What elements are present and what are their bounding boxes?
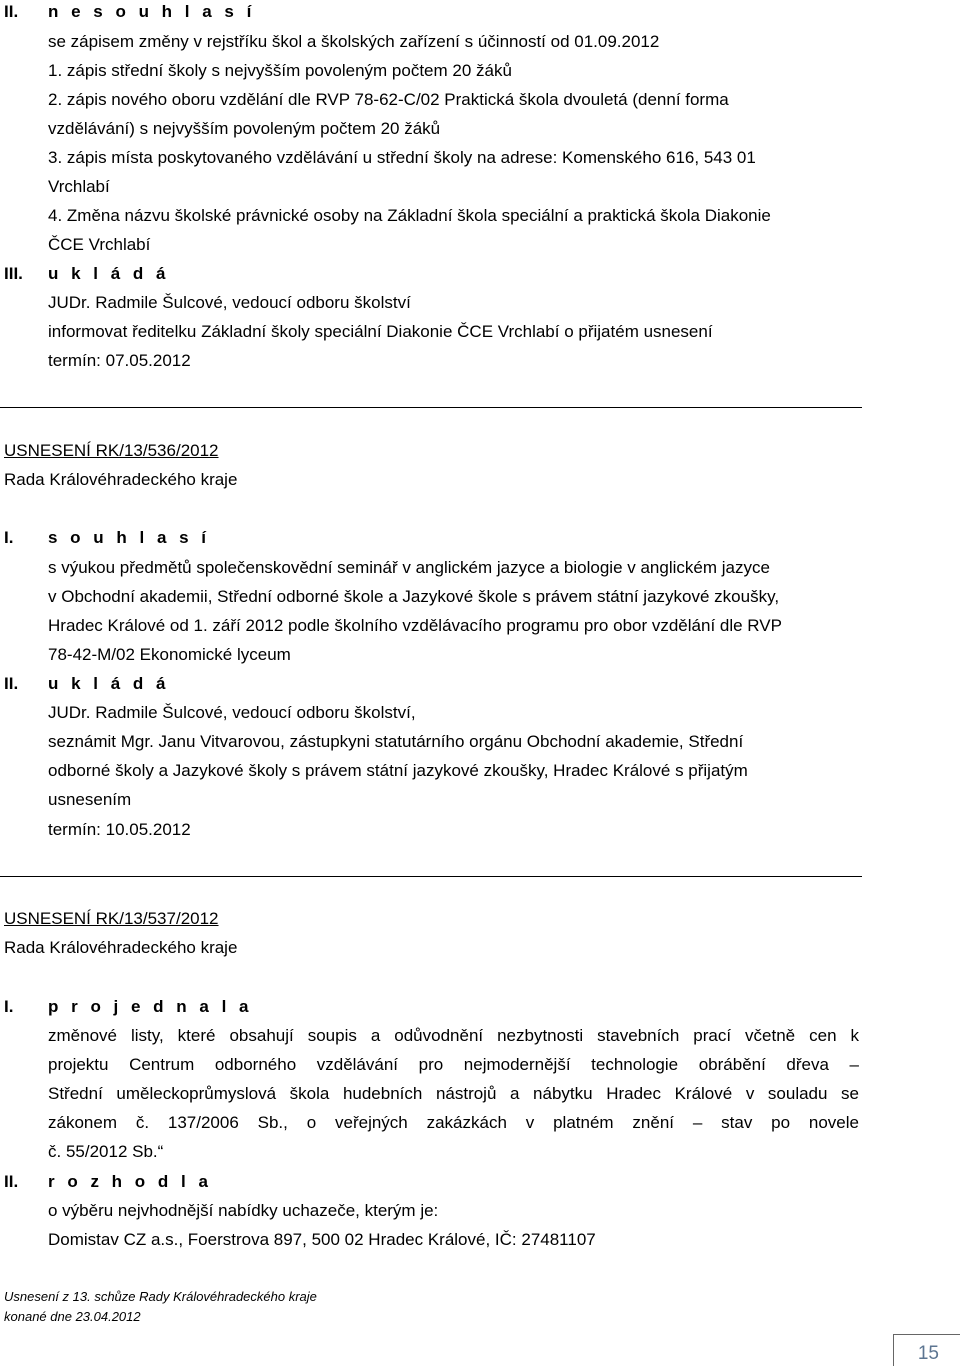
text-line: 3. zápis místa poskytovaného vzdělávání u střední školy na adrese: Komenského 616, 543 01 <box>48 148 756 167</box>
text-line: č. 55/2012 Sb.“ <box>48 1142 164 1161</box>
text-line: seznámit Mgr. Janu Vitvarovou, zástupkyni statutárního orgánu Obchodní akademie, Střední <box>48 732 744 751</box>
resolution-verb: p r o j e d n a l a <box>48 997 253 1016</box>
roman-numeral: III. <box>4 264 23 283</box>
resolution-verb: s o u h l a s í <box>48 528 211 547</box>
section-divider <box>0 876 862 877</box>
roman-numeral: I. <box>4 528 14 547</box>
page-number: 15 <box>917 1343 939 1364</box>
resolution-verb: r o z h o d l a <box>48 1172 212 1191</box>
text-line: se zápisem změny v rejstříku škol a školských zařízení s účinností od 01.09.2012 <box>48 32 660 51</box>
text-line: v Obchodní akademii, Střední odborné škole a Jazykové škole s právem státní jazykové zkoušky, <box>48 587 780 606</box>
text-line: Hradec Králové od 1. září 2012 podle školního vzdělávacího programu pro obor vzdělání dle RVP <box>48 616 782 635</box>
resolution-body: Rada Královéhradeckého kraje <box>4 938 238 957</box>
text-line: změnové listy, které obsahují soupis a odůvodnění nezbytnosti stavebních prací včetně cen k <box>48 1026 859 1045</box>
text-line: zákonem č. 137/2006 Sb., o veřejných zakázkách v platném znění – stav po novele <box>48 1113 859 1132</box>
roman-numeral: II. <box>4 2 19 21</box>
text-line: 4. Změna názvu školské právnické osoby na Základní škola speciální a praktická škola Diakonie <box>48 206 771 225</box>
section-divider <box>0 407 862 408</box>
roman-numeral: I. <box>4 997 14 1016</box>
text-line: Střední uměleckoprůmyslová škola hudebních nástrojů a nábytku Hradec Králové v souladu se <box>48 1084 859 1103</box>
text-line: 1. zápis střední školy s nejvyšším povoleným počtem 20 žáků <box>48 61 512 80</box>
text-line: JUDr. Radmile Šulcové, vedoucí odboru školství <box>48 293 411 312</box>
deadline-line: termín: 07.05.2012 <box>48 351 191 370</box>
text-line: informovat ředitelku Základní školy speciální Diakonie ČCE Vrchlabí o přijatém usnesení <box>48 322 713 341</box>
resolution-title: USNESENÍ RK/13/537/2012 <box>4 909 219 928</box>
text-line: o výběru nejvhodnější nabídky uchazeče, kterým je: <box>48 1201 439 1220</box>
resolution-body: Rada Královéhradeckého kraje <box>4 470 238 489</box>
text-line: 78-42-M/02 Ekonomické lyceum <box>48 645 291 664</box>
resolution-verb: u k l á d á <box>48 264 170 283</box>
deadline-line: termín: 10.05.2012 <box>48 820 191 839</box>
footer-date: konané dne 23.04.2012 <box>4 1309 141 1324</box>
roman-numeral: II. <box>4 1172 19 1191</box>
text-line: vzdělávání) s nejvyšším povoleným počtem 20 žáků <box>48 119 441 138</box>
text-line: projektu Centrum odborného vzdělávání pro nejmodernější technologie obrábění dřeva – <box>48 1055 859 1074</box>
text-line: Domistav CZ a.s., Foerstrova 897, 500 02 Hradec Králové, IČ: 27481107 <box>48 1230 596 1249</box>
text-line: s výukou předmětů společenskovědní seminář v anglickém jazyce a biologie v anglickém jazyce <box>48 558 770 577</box>
text-line: usnesením <box>48 790 132 809</box>
footer-line: Usnesení z 13. schůze Rady Královéhradeckého kraje <box>4 1289 317 1304</box>
resolution-verb: u k l á d á <box>48 674 170 693</box>
resolution-verb: n e s o u h l a s í <box>48 2 256 21</box>
text-line: 2. zápis nového oboru vzdělání dle RVP 78-62-C/02 Praktická škola dvouletá (denní forma <box>48 90 729 109</box>
roman-numeral: II. <box>4 674 19 693</box>
text-line: JUDr. Radmile Šulcové, vedoucí odboru školství, <box>48 703 416 722</box>
page-number-box <box>893 1334 960 1366</box>
text-line: Vrchlabí <box>48 177 110 196</box>
text-line: odborné školy a Jazykové školy s právem státní jazykové zkoušky, Hradec Králové s přijatým <box>48 761 748 780</box>
text-line: ČCE Vrchlabí <box>48 235 151 254</box>
resolution-title: USNESENÍ RK/13/536/2012 <box>4 441 219 460</box>
